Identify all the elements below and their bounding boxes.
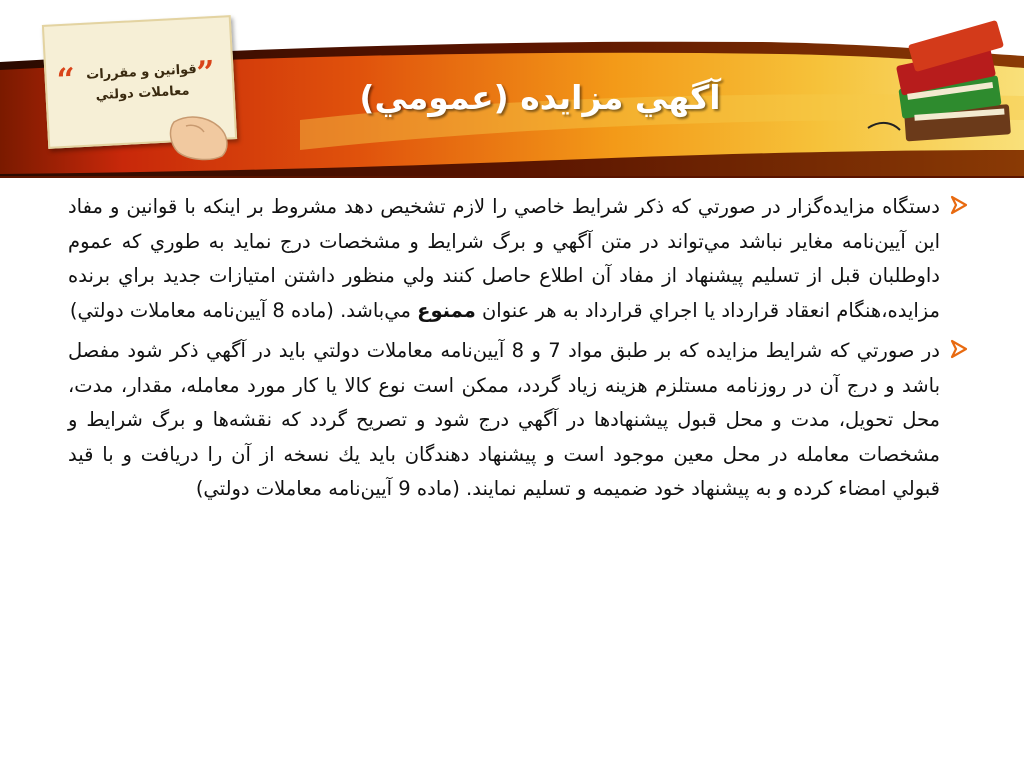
bullet-arrow-icon xyxy=(948,338,970,360)
paragraph-2-text: در صورتي كه شرايط مزايده كه بر طبق مواد 7 و 8 آيين‌نامه معاملات دولتي بايد در آگهي ذكر شود مفصل باشد و درج آن در روزنامه مستلزم هزينه زياد گردد، ممكن است نوع كالا يا كار مورد معامله، مقدار، مدت، محل تحويل، مدت و محل قبول پيشنهادها در آگهي درج شود و تصريح گردد كه نقشه‌ها و برگ شرايط و مشخصات معامله در محل معين موجود است و پيشنهاد دهندگان بايد يك نسخه از آن را دريافت و با قيد قبولي امضاء كرده و به پيشنهاد خود ضميمه و تسليم نمايند. (ماده 9 آيين‌نامه معاملات دولتي) xyxy=(68,339,940,500)
paragraph-1-text: دستگاه مزايده‌گزار در صورتي كه ذكر شرايط خاصي را لازم تشخيص دهد مشروط بر اينكه با قوانين و مفاد اين آيين‌نامه مغاير نباشد مي‌تواند در متن آگهي و برگ شرايط و مشخصات درج نمايد به طوري كه عموم داوطلبان قبل از تسليم پيشنهاد از مفاد آن اطلاع حاصل كنند ولي منظور داشتن امتيازات جديد براي برنده مزايده،هنگام انعقاد قرارداد يا اجراي قرارداد به هر عنوان xyxy=(68,195,940,322)
quote-icon: ” xyxy=(195,53,216,92)
note-label xyxy=(76,58,208,107)
header-banner xyxy=(0,0,1024,178)
paragraph-1 xyxy=(68,190,940,328)
paragraph-1-emphasis: ممنوع xyxy=(417,298,476,322)
content-body xyxy=(68,190,940,513)
quote-icon: “ xyxy=(55,60,77,100)
page-title: آگهي مزايده (عمومي) xyxy=(359,78,721,117)
paragraph-1-text-end: مي‌باشد. (ماده 8 آيين‌نامه معاملات دولتي) xyxy=(69,298,411,322)
note-line-1: قوانين و مقررات xyxy=(85,61,198,83)
hand-icon xyxy=(168,112,238,162)
bullet-arrow-icon xyxy=(948,194,970,216)
paragraph-2 xyxy=(68,334,940,507)
note-line-2: معاملات دولتي xyxy=(95,83,190,104)
